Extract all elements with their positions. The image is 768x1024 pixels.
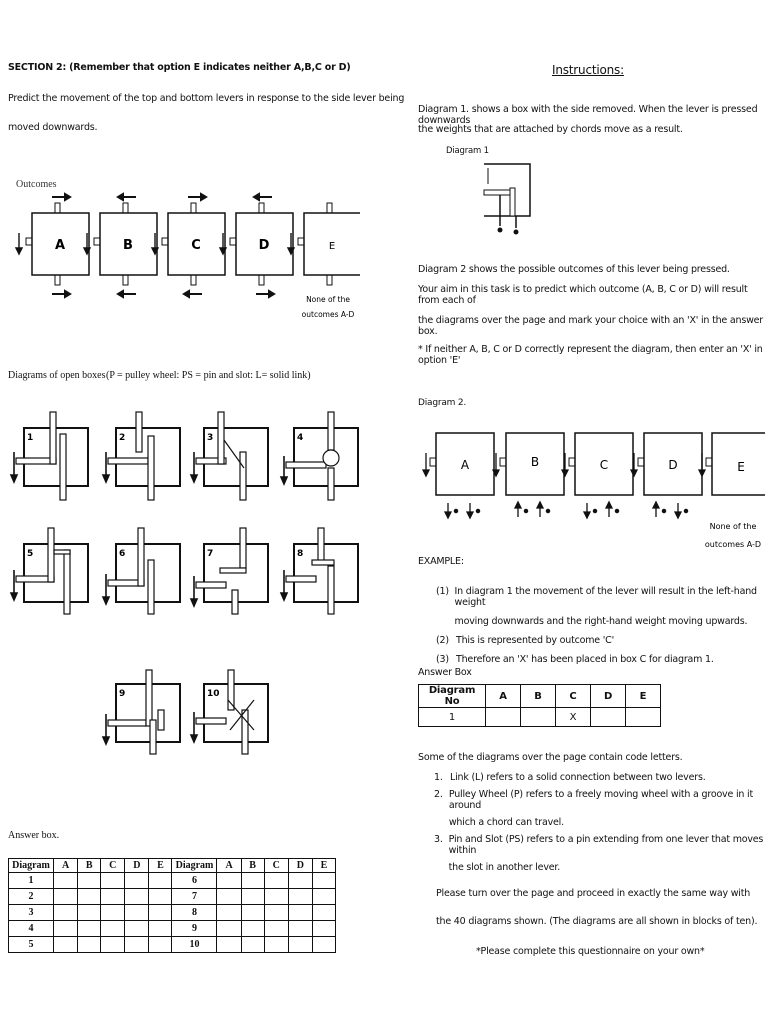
example-item-number: (1)	[436, 586, 449, 597]
answer-cell[interactable]	[241, 921, 264, 937]
diagrams-legend: (P = pulley wheel: PS = pin and slot: L= solid link)	[106, 370, 311, 381]
code-item-line-2: the slot in another lever.	[448, 862, 561, 873]
header-diagram-2: Diagram	[172, 859, 217, 873]
header-b: B	[78, 859, 101, 873]
answer-cell[interactable]	[312, 905, 335, 921]
header-diagram: Diagram	[9, 859, 54, 873]
answer-cell[interactable]	[101, 889, 125, 905]
answer-cell[interactable]	[264, 921, 288, 937]
answer-cell[interactable]	[149, 905, 172, 921]
example-header-a: A	[486, 685, 521, 708]
answer-cell[interactable]	[149, 921, 172, 937]
answer-cell[interactable]	[264, 873, 288, 889]
code-item-line-2: which a chord can travel.	[448, 817, 564, 828]
table-row	[419, 708, 661, 727]
code-item-line-1: Link (L) refers to a solid connection between two levers.	[450, 772, 706, 783]
example-item-line-1: In diagram 1 the movement of the lever will result in the left-hand weight	[454, 586, 757, 608]
answer-cell[interactable]	[217, 873, 241, 889]
row-diagram-number: 3	[9, 905, 54, 921]
answer-cell[interactable]	[312, 889, 335, 905]
diagram2-letter-c: C	[599, 458, 609, 472]
diagram2-letter-b: B	[530, 455, 540, 469]
diagram2-letter-a: A	[460, 458, 470, 472]
header-c-2: C	[264, 859, 288, 873]
para2-line-3: the diagrams over the page and mark your choice with an 'X' in the answer box.	[418, 315, 763, 337]
code-item-line-1: Pulley Wheel (P) refers to a freely moving wheel with a groove in it around	[448, 789, 753, 811]
code-item-number: 1.	[434, 772, 443, 783]
header-d: D	[125, 859, 149, 873]
answer-cell[interactable]	[101, 937, 125, 953]
answer-cell[interactable]	[217, 921, 241, 937]
example-list	[436, 586, 766, 665]
row-diagram-number: 10	[172, 937, 217, 953]
answer-cell[interactable]	[54, 921, 78, 937]
diagram2-label: Diagram 2.	[418, 398, 467, 408]
diagram-number-5: 5	[27, 549, 34, 559]
para1-line-2: the weights that are attached by chords move as a result.	[418, 124, 683, 135]
codes-intro: Some of the diagrams over the page contain code letters.	[418, 752, 683, 763]
header-e: E	[149, 859, 172, 873]
row-diagram-number: 4	[9, 921, 54, 937]
section-title: SECTION 2: (Remember that option E indicates neither A,B,C or D)	[8, 62, 351, 73]
diagram-number-7: 7	[207, 549, 214, 559]
row-diagram-number: 1	[9, 873, 54, 889]
closing-line-3: *Please complete this questionnaire on your own*	[476, 946, 705, 957]
diagram-number-1: 1	[27, 433, 34, 443]
example-row-number: 1	[419, 708, 486, 727]
row-diagram-number: 6	[172, 873, 217, 889]
answer-cell[interactable]	[125, 937, 149, 953]
answer-cell[interactable]	[241, 905, 264, 921]
example-header-d: D	[591, 685, 626, 708]
outcome-letter-a: A	[54, 238, 66, 253]
answer-cell[interactable]	[288, 873, 312, 889]
row-diagram-number: 2	[9, 889, 54, 905]
example-item-line-2: moving downwards and the right-hand weight moving upwards.	[454, 616, 748, 627]
answer-cell[interactable]	[217, 889, 241, 905]
code-item	[434, 772, 764, 783]
header-a-2: A	[217, 859, 241, 873]
table-row	[9, 937, 336, 953]
answer-cell[interactable]	[241, 873, 264, 889]
example-item	[436, 635, 766, 646]
answer-cell[interactable]	[78, 921, 101, 937]
example-cell-e	[626, 708, 661, 727]
answer-cell[interactable]	[288, 921, 312, 937]
diagrams-label: Diagrams of open boxes	[8, 370, 106, 381]
diagram2-letter-e: E	[737, 460, 745, 474]
para1-line-1: Diagram 1. shows a box with the side removed. When the lever is pressed downwards	[418, 104, 758, 126]
diagram-number-8: 8	[297, 549, 304, 559]
answer-cell[interactable]	[288, 889, 312, 905]
row-diagram-number: 5	[9, 937, 54, 953]
answer-cell[interactable]	[101, 921, 125, 937]
answer-cell[interactable]	[149, 889, 172, 905]
diagram-number-3: 3	[207, 433, 214, 443]
outcomes-diagram	[10, 190, 360, 330]
answer-box-title: Answer Box	[418, 667, 472, 678]
example-item-line-1: Therefore an 'X' has been placed in box C for diagram 1.	[456, 654, 714, 665]
header-c: C	[101, 859, 125, 873]
header-d-2: D	[288, 859, 312, 873]
answer-cell[interactable]	[101, 873, 125, 889]
answer-cell[interactable]	[54, 873, 78, 889]
row-diagram-number: 9	[172, 921, 217, 937]
code-item	[434, 789, 764, 828]
diagram-number-2: 2	[119, 433, 126, 443]
example-cell-c: X	[556, 708, 591, 727]
example-cell-b	[521, 708, 556, 727]
table-row	[9, 873, 336, 889]
example-item	[436, 586, 766, 627]
codes-list	[434, 772, 764, 873]
example-header-c: C	[556, 685, 591, 708]
answer-cell[interactable]	[264, 937, 288, 953]
diagram1-figure	[470, 160, 540, 240]
diagram2-letter-d: D	[668, 458, 678, 472]
answer-cell[interactable]	[125, 889, 149, 905]
example-header-diagram-no: Diagram No	[419, 685, 486, 708]
answer-cell[interactable]	[241, 937, 264, 953]
outcome-letter-d: D	[258, 238, 270, 253]
diagram2-figure	[420, 425, 765, 555]
outcome-letter-b: B	[123, 238, 133, 253]
answer-cell[interactable]	[78, 905, 101, 921]
example-item-number: (2)	[436, 635, 449, 646]
diagram1-label: Diagram 1	[446, 146, 489, 156]
intro-line-2: moved downwards.	[8, 122, 98, 133]
header-a: A	[54, 859, 78, 873]
answer-cell[interactable]	[78, 937, 101, 953]
open-boxes-diagram	[8, 400, 368, 800]
example-item-number: (3)	[436, 654, 449, 665]
para2-line-1: Diagram 2 shows the possible outcomes of this lever being pressed.	[418, 264, 730, 275]
answer-cell[interactable]	[54, 889, 78, 905]
answer-cell[interactable]	[288, 905, 312, 921]
answer-cell[interactable]	[264, 889, 288, 905]
intro-line-1: Predict the movement of the top and bottom levers in response to the side lever being	[8, 93, 405, 104]
answer-cell[interactable]	[288, 937, 312, 953]
answer-cell[interactable]	[241, 889, 264, 905]
answer-cell[interactable]	[217, 937, 241, 953]
code-item-number: 3.	[434, 834, 443, 845]
closing-line-2: the 40 diagrams shown. (The diagrams are all shown in blocks of ten).	[436, 916, 758, 927]
outcome-letter-e: E	[328, 241, 336, 252]
answer-cell[interactable]	[54, 937, 78, 953]
answer-cell[interactable]	[149, 873, 172, 889]
answer-table-header	[9, 859, 336, 873]
outcome-letter-c: C	[191, 238, 201, 253]
para2-line-2: Your aim in this task is to predict which outcome (A, B, C or D) will result from each of	[418, 284, 748, 306]
table-row	[9, 905, 336, 921]
code-item-number: 2.	[434, 789, 443, 800]
answer-cell[interactable]	[264, 905, 288, 921]
answer-box-label: Answer box.	[8, 830, 60, 841]
answer-cell[interactable]	[217, 905, 241, 921]
answer-cell[interactable]	[149, 937, 172, 953]
answer-cell[interactable]	[101, 905, 125, 921]
example-item-line-1: This is represented by outcome 'C'	[456, 635, 615, 646]
diagram2-none-label-1: None of the	[709, 522, 757, 531]
diagram-number-6: 6	[119, 549, 126, 559]
example-header-b: B	[521, 685, 556, 708]
answer-cell[interactable]	[312, 921, 335, 937]
example-cell-a	[486, 708, 521, 727]
closing-line-1: Please turn over the page and proceed in exactly the same way with	[436, 888, 751, 899]
answer-cell[interactable]	[78, 889, 101, 905]
answer-cell[interactable]	[125, 873, 149, 889]
header-b-2: B	[241, 859, 264, 873]
answer-cell[interactable]	[78, 873, 101, 889]
diagram-number-4: 4	[297, 433, 304, 443]
code-item-line-1: Pin and Slot (PS) refers to a pin extending from one lever that moves within	[448, 834, 764, 856]
example-item	[436, 654, 766, 665]
diagram2-none-label-2: outcomes A-D	[704, 540, 762, 549]
table-row	[9, 921, 336, 937]
answer-cell[interactable]	[312, 937, 335, 953]
example-answer-table	[418, 684, 661, 727]
example-cell-d	[591, 708, 626, 727]
row-diagram-number: 7	[172, 889, 217, 905]
answer-cell[interactable]	[125, 905, 149, 921]
header-e-2: E	[312, 859, 335, 873]
answer-cell[interactable]	[125, 921, 149, 937]
note-line: * If neither A, B, C or D correctly represent the diagram, then enter an 'X' in option 'E'	[418, 344, 763, 366]
example-table-header	[419, 685, 661, 708]
instructions-title: Instructions:	[552, 63, 624, 77]
diagram-number-9: 9	[119, 689, 126, 699]
outcomes-none-label-2: outcomes A-D	[301, 310, 355, 319]
example-label: EXAMPLE:	[418, 556, 464, 567]
code-item	[434, 834, 764, 873]
outcomes-none-label-1: None of the	[306, 295, 350, 304]
answer-cell[interactable]	[312, 873, 335, 889]
answer-table	[8, 858, 336, 953]
table-row	[9, 889, 336, 905]
example-header-e: E	[626, 685, 661, 708]
row-diagram-number: 8	[172, 905, 217, 921]
diagram-number-10: 10	[207, 689, 220, 699]
answer-cell[interactable]	[54, 905, 78, 921]
outcomes-label: Outcomes	[16, 179, 57, 190]
